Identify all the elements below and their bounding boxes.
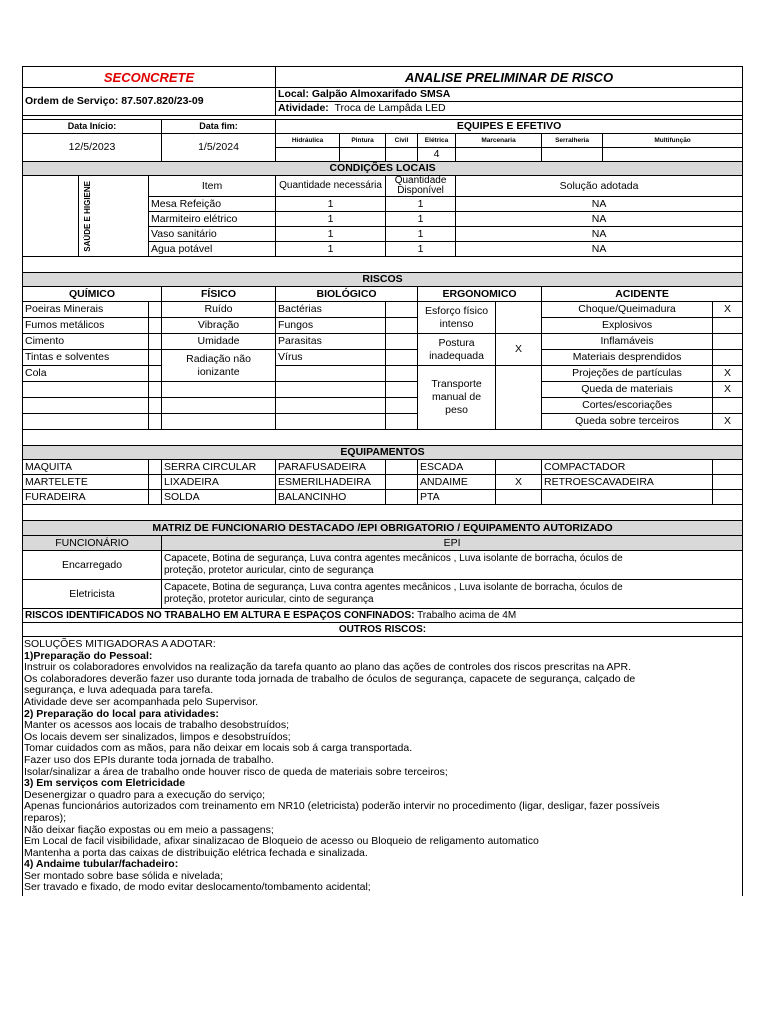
equipment-item: RETROESCAVADEIRA xyxy=(542,475,713,490)
conditions-header-needed: Quantidade necessária xyxy=(276,176,386,197)
risk-accident-item: Materiais desprendidos xyxy=(542,350,713,366)
team-multifuncao: Multifunção xyxy=(603,134,743,148)
mitigation-line: Instruir os colaboradores envolvidos na realização da tarefa quanto ao plano das ações de controles dos riscos prescritas na APR. xyxy=(24,661,632,674)
condition-available: 1 xyxy=(386,197,456,212)
matrix-header-epi: EPI xyxy=(162,536,743,551)
equipment-item: MAQUITA xyxy=(23,460,149,475)
condition-available: 1 xyxy=(386,242,456,257)
risk-accident-item: Explosivos xyxy=(542,318,713,334)
condition-item: Vaso sanitário xyxy=(149,227,276,242)
start-date-label: Data Início: xyxy=(23,120,162,134)
team-pintura: Pintura xyxy=(340,134,386,148)
risk-accident-mark xyxy=(713,318,743,334)
end-date-label: Data fim: xyxy=(162,120,276,134)
risk-ergonomic-mark xyxy=(496,302,542,334)
risk-header-biological: BIOLÓGICO xyxy=(276,287,418,302)
condition-solution: NA xyxy=(456,212,743,227)
risk-accident-mark: X xyxy=(713,414,743,430)
risk-accident-item: Choque/Queimadura xyxy=(542,302,713,318)
risk-accident-item: Queda de materiais xyxy=(542,382,713,398)
equipment-item: SERRA CIRCULAR xyxy=(162,460,276,475)
teams-title: EQUIPES E EFETIVO xyxy=(276,120,743,134)
risk-ergonomic-item: Esforço físico intenso xyxy=(418,302,496,334)
risk-physical-item: Vibração xyxy=(162,318,276,334)
risk-chemical-item: Cola xyxy=(23,366,149,382)
mitigation-line: Os locais devem ser sinalizados, limpos e desobstruídos; xyxy=(24,730,291,743)
risk-biological-item: Vírus xyxy=(276,350,386,366)
conditions-header-item: Item xyxy=(149,176,276,197)
conditions-header-solution: Solução adotada xyxy=(456,176,743,197)
matrix-title: MATRIZ DE FUNCIONARIO DESTACADO /EPI OBRIGATORIO / EQUIPAMENTO AUTORIZADO xyxy=(23,521,743,536)
equipment-item: PTA xyxy=(418,490,496,505)
equipment-title: EQUIPAMENTOS xyxy=(23,446,743,460)
equipment-item: BALANCINHO xyxy=(276,490,386,505)
mitigation-line: Fazer uso dos EPIs durante toda jornada de trabalho. xyxy=(24,753,274,766)
team-hidraulica: Hidráulica xyxy=(276,134,340,148)
risk-chemical-item: Poeiras Minerais xyxy=(23,302,149,318)
team-serralheria: Serralheria xyxy=(542,134,603,148)
equipment-item: COMPACTADOR xyxy=(542,460,713,475)
mitigation-line: Os colaboradores deverão fazer uso durante toda jornada de trabalho de óculos de segurança, capacete de segurança, calçado de xyxy=(24,672,636,685)
risk-physical-item: Umidade xyxy=(162,334,276,350)
conditions-header-available: Quantidade Disponível xyxy=(386,176,456,197)
mitigation-line: Mantenha a porta das caixas de distribuição elétrica fechada e sinalizada. xyxy=(24,846,368,859)
other-risks: OUTROS RISCOS: xyxy=(23,623,743,637)
risk-ergonomic-mark: X xyxy=(496,334,542,366)
condition-solution: NA xyxy=(456,227,743,242)
equipment-andaime-mark: X xyxy=(496,475,542,490)
mitigation-line: Ser montado sobre base sólida e nivelada; xyxy=(24,869,224,882)
mitigation-solutions xyxy=(23,637,743,897)
condition-item: Agua potável xyxy=(149,242,276,257)
condition-needed: 1 xyxy=(276,227,386,242)
risk-header-physical: FÍSICO xyxy=(162,287,276,302)
mitigation-line: Apenas funcionários autorizados com treinamento em NR10 (eletricista) poderão intervir no procedimento (ligar, desligar, fazer possíveis xyxy=(24,800,660,813)
mitigation-line: Em Local de facil visibilidade, afixar sinalizacao de Bloqueio de acesso ou Bloqueio de religamento automatico xyxy=(24,835,539,848)
risk-accident-mark xyxy=(713,334,743,350)
apr-form xyxy=(22,66,743,896)
risk-analysis-sheet xyxy=(22,66,732,894)
location: Local: Galpão Almoxarifado SMSA xyxy=(276,88,743,102)
equipment-item: SOLDA xyxy=(162,490,276,505)
mitigation-line: Tomar cuidados com as mãos, para não deixar em locais sob á carga transportada. xyxy=(24,742,413,755)
risk-header-ergonomic: ERGONOMICO xyxy=(418,287,542,302)
health-hygiene-side-label: SAÚDE E HIGIENE xyxy=(79,176,149,257)
risk-biological-item: Fungos xyxy=(276,318,386,334)
mitigation-line: segurança, e luva adequada para tarefa. xyxy=(24,684,214,697)
mitigation-line: Não deixar fiação expostas ou em meio a passagens; xyxy=(24,823,274,836)
risk-biological-item: Parasitas xyxy=(276,334,386,350)
risk-ergonomic-item: Transporte manual de peso xyxy=(418,366,496,430)
risk-header-chemical: QUÍMICO xyxy=(23,287,162,302)
equipment-item: ANDAIME xyxy=(418,475,496,490)
risk-biological-item: Bactérias xyxy=(276,302,386,318)
activity-value: Troca de Lampâda LED xyxy=(334,102,446,114)
mitigation-line: Ser travado e fixado, de modo evitar deslocamento/tombamento acidental; xyxy=(24,881,371,894)
start-date: 12/5/2023 xyxy=(23,134,162,162)
company-name: SECONCRETE xyxy=(23,67,276,88)
matrix-epi: Capacete, Botina de segurança, Luva contra agentes mecânicos , Luva isolante de borracha, óculos de proteção, protetor auricular, cinto de segurança xyxy=(162,551,743,580)
risk-accident-item: Inflamáveis xyxy=(542,334,713,350)
risk-physical-item: Radiação não ionizante xyxy=(162,350,276,382)
team-marcenaria: Marcenaria xyxy=(456,134,542,148)
document-title: ANALISE PRELIMINAR DE RISCO xyxy=(276,67,743,88)
risk-accident-item: Cortes/escoriações xyxy=(542,398,713,414)
mitigation-line: Manter os acessos aos locais de trabalho desobstruídos; xyxy=(24,719,289,732)
team-eletrica-count: 4 xyxy=(418,148,456,162)
risk-accident-mark: X xyxy=(713,366,743,382)
matrix-header-employee: FUNCIONÁRIO xyxy=(23,536,162,551)
mitigation-heading: 4) Andaime tubular/fachadeiro: xyxy=(24,858,179,871)
risk-accident-mark xyxy=(713,350,743,366)
condition-available: 1 xyxy=(386,212,456,227)
risks-title: RISCOS xyxy=(23,273,743,287)
end-date: 1/5/2024 xyxy=(162,134,276,162)
team-civil: Civil xyxy=(386,134,418,148)
matrix-employee: Encarregado xyxy=(23,551,162,580)
risk-chemical-item: Cimento xyxy=(23,334,149,350)
condition-needed: 1 xyxy=(276,242,386,257)
risk-ergonomic-item: Postura inadequada xyxy=(418,334,496,366)
mitigation-line: Isolar/sinalizar a área de trabalho onde houver risco de queda de materiais sobre terceiros; xyxy=(24,765,448,778)
mitigation-heading: 3) Em serviços com Eletricidade xyxy=(24,777,186,790)
conditions-title: CONDIÇÕES LOCAIS xyxy=(23,162,743,176)
risk-accident-mark xyxy=(713,398,743,414)
team-eletrica: Elétrica xyxy=(418,134,456,148)
risk-chemical-item: Fumos metálicos xyxy=(23,318,149,334)
risk-ergonomic-mark xyxy=(496,366,542,430)
matrix-epi: Capacete, Botina de segurança, Luva contra agentes mecânicos , Luva isolante de borracha, óculos de proteção, protetor auricular, cinto de segurança xyxy=(162,580,743,609)
condition-item: Mesa Refeição xyxy=(149,197,276,212)
risk-accident-mark: X xyxy=(713,382,743,398)
activity-label: Atividade: xyxy=(278,102,329,114)
mitigation-line: SOLUÇÕES MITIGADORAS A ADOTAR: xyxy=(24,638,216,650)
mitigation-line: Atividade deve ser acompanhada pelo Supervisor. xyxy=(24,695,259,708)
equipment-item: FURADEIRA xyxy=(23,490,149,505)
matrix-employee: Eletricista xyxy=(23,580,162,609)
mitigation-heading: 2) Preparação do local para atividades: xyxy=(24,707,219,720)
confined-spaces-risk xyxy=(23,609,743,623)
mitigation-heading: 1)Preparação do Pessoal: xyxy=(24,649,153,662)
condition-solution: NA xyxy=(456,242,743,257)
equipment-item: MARTELETE xyxy=(23,475,149,490)
equipment-item: PARAFUSADEIRA xyxy=(276,460,386,475)
condition-solution: NA xyxy=(456,197,743,212)
risk-accident-item: Queda sobre terceiros xyxy=(542,414,713,430)
condition-needed: 1 xyxy=(276,212,386,227)
equipment-item: ESCADA xyxy=(418,460,496,475)
risk-physical-item: Ruído xyxy=(162,302,276,318)
service-order: Ordem de Serviço: 87.507.820/23-09 xyxy=(23,88,276,116)
mitigation-line: reparos); xyxy=(24,811,67,824)
risk-chemical-item: Tintas e solventes xyxy=(23,350,149,366)
condition-item: Marmiteiro elétrico xyxy=(149,212,276,227)
equipment-item: LIXADEIRA xyxy=(162,475,276,490)
mitigation-line: Desenergizar o quadro para a execução do serviço; xyxy=(24,788,266,801)
confined-value: Trabalho acima de 4M xyxy=(417,610,517,621)
condition-available: 1 xyxy=(386,227,456,242)
risk-accident-item: Projeções de partículas xyxy=(542,366,713,382)
activity xyxy=(276,102,743,116)
risk-header-accident: ACIDENTE xyxy=(542,287,743,302)
risk-accident-mark: X xyxy=(713,302,743,318)
equipment-item: ESMERILHADEIRA xyxy=(276,475,386,490)
confined-label: RISCOS IDENTIFICADOS NO TRABALHO EM ALTURA E ESPAÇOS CONFINADOS: xyxy=(25,610,415,621)
condition-needed: 1 xyxy=(276,197,386,212)
